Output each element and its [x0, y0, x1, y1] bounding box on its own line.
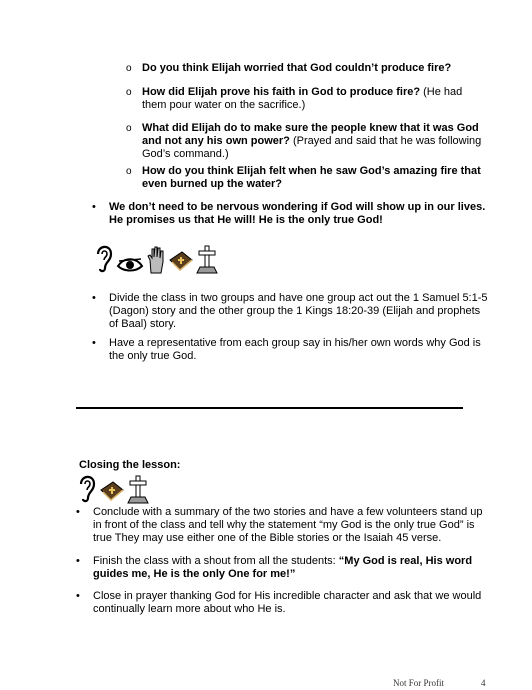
hand-icon: [146, 246, 166, 274]
footer-label: Not For Profit: [393, 678, 445, 688]
bullet-marker: •: [92, 337, 96, 349]
bullet-marker: •: [76, 506, 80, 518]
question-item: [126, 62, 486, 75]
eye-icon: [116, 254, 144, 274]
question-text: How did Elijah prove his faith in God to produce fire?: [142, 86, 421, 98]
closing-text: Finish the class with a shout from all the students:: [93, 555, 339, 567]
question-answer: (Prayed and said that he was following God’s command.): [142, 135, 482, 160]
closing-item: [76, 506, 486, 545]
closing-item: [76, 590, 486, 616]
activity-text: Have a representative from each group say in his/her own words why God is the only true God.: [109, 337, 481, 362]
question-item: [126, 122, 486, 161]
activity-text: Divide the class in two groups and have one group act out the 1 Samuel 5:1-5 (Dagon) story and the other group the 1 Kings 18:20-39 (Elijah and prophets of Baal) story.: [109, 292, 488, 330]
bullet-marker: •: [92, 201, 96, 213]
sub-bullet-marker: o: [126, 123, 132, 134]
question-item: [126, 165, 486, 191]
closing-emphasis: “My God is real, His word guides me, He is the only One for me!”: [93, 555, 473, 580]
question-text: What did Elijah do to make sure the people knew that it was God and not any his own power?: [142, 122, 479, 147]
sub-bullet-marker: o: [126, 63, 132, 74]
closing-heading: Closing the lesson:: [79, 459, 181, 471]
question-text: How do you think Elijah felt when he saw God’s amazing fire that even burned up the water?: [142, 165, 481, 190]
activity-item: [92, 337, 492, 363]
page-number: 4: [481, 678, 486, 688]
sub-bullet-marker: o: [126, 166, 132, 177]
bullet-marker: •: [76, 555, 80, 567]
cross-icon: [127, 474, 149, 504]
closing-text: Conclude with a summary of the two stories and have a few volunteers stand up in front of the class and tell why the statement “my God is the only true God” is true They may use either one of the Bible stories or the Isaiah 45 verse.: [93, 506, 483, 544]
closing-item: [76, 555, 486, 581]
sub-bullet-marker: o: [126, 87, 132, 98]
ear-icon: [77, 472, 97, 504]
section-divider: [76, 407, 463, 409]
closing-text: Close in prayer thanking God for His incredible character and ask that we would continually learn more about who He is.: [93, 590, 482, 615]
closing-icons: [77, 472, 149, 504]
question-answer: (He had them pour water on the sacrifice.): [142, 86, 463, 111]
bible-icon: [168, 248, 194, 274]
bible-icon: [99, 478, 125, 504]
question-item: [126, 86, 486, 112]
ear-icon: [94, 242, 114, 274]
key-point: [92, 201, 492, 227]
key-point-text: We don’t need to be nervous wondering if God will show up in our lives. He promises us that He will! He is the only true God!: [109, 201, 486, 226]
bullet-marker: •: [76, 590, 80, 602]
cross-icon: [196, 244, 218, 274]
question-text: Do you think Elijah worried that God couldn’t produce fire?: [142, 62, 452, 74]
activity-item: [92, 292, 492, 331]
activity-icons: [94, 242, 218, 274]
bullet-marker: •: [92, 292, 96, 304]
